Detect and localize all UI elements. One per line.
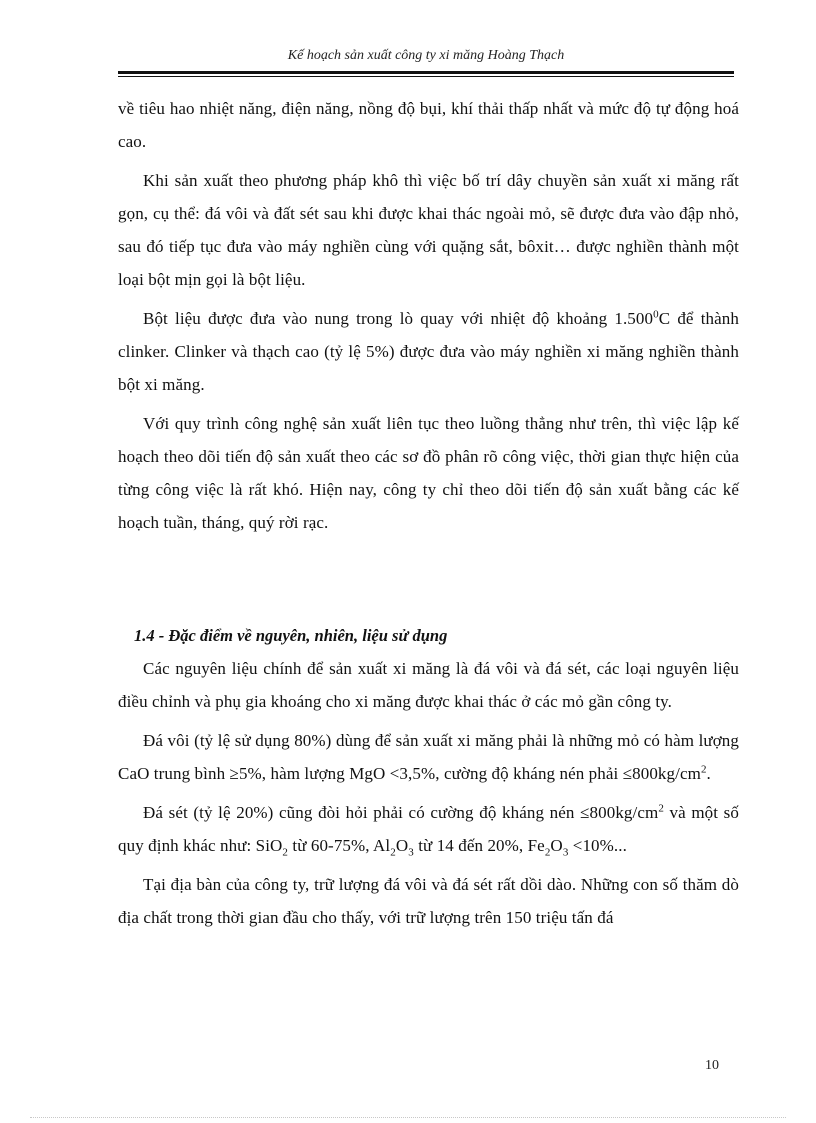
paragraph-6-text-b: . [706,764,711,783]
formula-subscript: 2 [390,846,396,859]
unit-superscript: 2 [658,802,664,815]
formula-subscript: 2 [544,846,551,859]
paragraph-7 [118,796,739,862]
formula-subscript: 3 [562,846,569,859]
paragraph-7-text-a: Đá sét (tỷ lệ 20%) cũng đòi hỏi phải có cường độ kháng nén ≤800kg/cm [143,803,659,822]
formula-subscript: 3 [408,846,414,859]
page-number: 10 [705,1058,719,1073]
paragraph-3-text-b: C để thành clinker. Clinker và thạch cao (tỷ lệ 5%) được đưa vào máy nghiền xi măng nghiền thành bột xi măng. [118,309,739,394]
running-header: Kế hoạch sản xuất công ty xi măng Hoàng Thạch [287,48,565,63]
paragraph-7-text-f: O [550,836,563,855]
paragraph-5: Các nguyên liệu chính để sản xuất xi măng là đá vôi và đá sét, các loại nguyên liệu điều chỉnh và phụ gia khoáng cho xi măng được khai thác ở các mỏ gần công ty. [118,659,739,711]
header-rule-thin [118,76,734,77]
paragraph-3-text-a: Bột liệu được đưa vào nung trong lò quay với nhiệt độ khoảng 1.500 [143,309,654,328]
paragraph-7-text-d: O [395,836,409,855]
paragraph-6 [118,724,739,790]
paragraph-8: Tại địa bàn của công ty, trữ lượng đá vôi và đá sét rất dồi dào. Những con số thăm dò địa chất trong thời gian đầu cho thấy, với trữ lượng trên 150 triệu tấn đá [118,875,739,927]
unit-superscript: 2 [700,763,707,776]
formula-subscript: 2 [282,846,289,859]
paragraph-6-text-a: Đá vôi (tỷ lệ sử dụng 80%) dùng để sản xuất xi măng phải là những mỏ có hàm lượng CaO trung bình ≥5%, hàm lượng MgO <3,5%, cường độ kháng nén phải ≤800kg/cm [118,731,739,783]
paragraph-7-text-b: và một số quy định khác như: SiO [118,803,739,855]
page-bottom-edge [30,1117,786,1118]
paragraph-4: Với quy trình công nghệ sản xuất liên tục theo luồng thẳng như trên, thì việc lập kế hoạch theo dõi tiến độ sản xuất theo các sơ đồ phân rõ công việc, thời gian thực hiện của từng công việc là rất khó. Hiện nay, công ty chỉ theo dõi tiến độ sản xuất bằng các kế hoạch tuần, tháng, quý rời rạc. [118,414,739,532]
page-body [118,92,739,940]
paragraph-7-text-e: từ 14 đến 20%, Fe [413,836,545,855]
paragraph-7-text-g: <10%... [568,836,627,855]
header-rule-thick [118,71,734,74]
paragraph-7-text-c: từ 60-75%, Al [288,836,391,855]
paragraph-1: về tiêu hao nhiệt năng, điện năng, nồng độ bụi, khí thải thấp nhất và mức độ tự động hoá cao. [118,99,739,151]
section-heading: 1.4 - Đặc điểm về nguyên, nhiên, liệu sử dụng [134,626,448,645]
paragraph-2: Khi sản xuất theo phương pháp khô thì việc bố trí dây chuyền sản xuất xi măng rất gọn, cụ thể: đá vôi và đất sét sau khi được khai thác ngoài mỏ, sẽ được đưa vào đập nhỏ, sau đó tiếp tục đưa vào máy nghiền cùng với quặng sắt, bôxit… được nghiền thành một loại bột mịn gọi là bột liệu. [118,171,739,289]
degree-superscript: 0 [653,308,659,321]
paragraph-3 [118,302,739,401]
